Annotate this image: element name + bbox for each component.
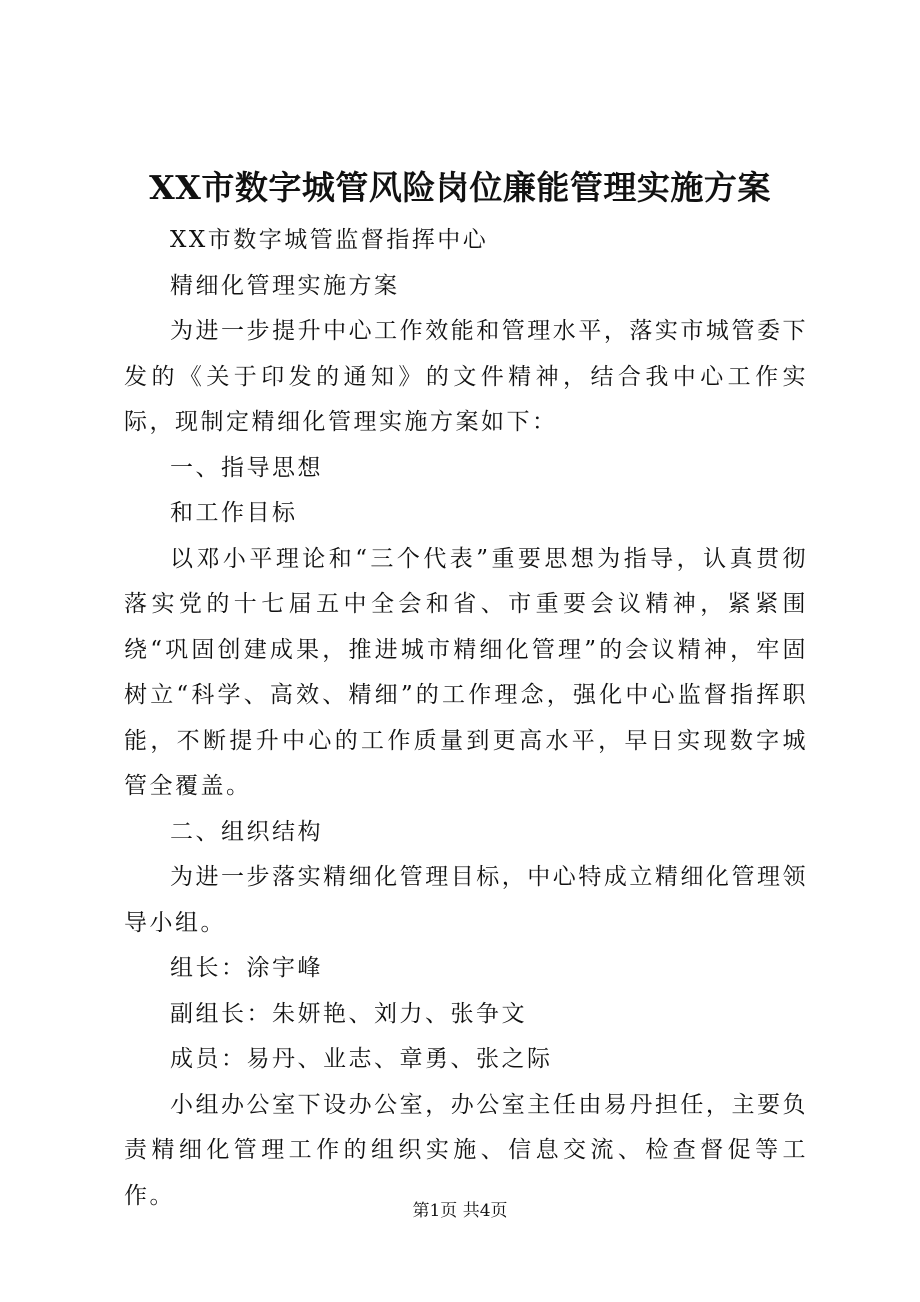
section-heading-guiding-ideology: 一、指导思想 (170, 454, 323, 481)
document-title: XX市数字城管风险岗位廉能管理实施方案 (149, 168, 771, 207)
paragraph-members: 成员：易丹、业志、章勇、张之际 (170, 1046, 553, 1072)
document-body (124, 218, 808, 1219)
paragraph-organization: XX市数字城管监督指挥中心 (170, 227, 489, 253)
section-heading-organization: 二、组织结构 (170, 818, 323, 845)
paragraph-intro: 为进一步提升中心工作效能和管理水平，落实市城管委下发的《关于印发的通知》的文件精神，结合我中心工作实际，现制定精细化管理实施方案如下： (124, 318, 808, 435)
paragraph-office: 小组办公室下设办公室，办公室主任由易丹担任，主要负责精细化管理工作的组织实施、信息交流、检查督促等工作。 (124, 1091, 808, 1209)
paragraph-guiding-ideology: 以邓小平理论和“三个代表”重要思想为指导，认真贯彻落实党的十七届五中全会和省、市重要会议精神，紧紧围绕“巩固创建成果，推进城市精细化管理”的会议精神，牢固树立“科学、高效、精细”的工作理念，强化中心监督指挥职能，不断提升中心的工作质量到更高水平，早日实现数字城管全覆盖。 (124, 545, 808, 799)
paragraph-leading-group: 为进一步落实精细化管理目标，中心特成立精细化管理领导小组。 (124, 864, 808, 936)
paragraph-group-leader: 组长：涂宇峰 (170, 955, 323, 981)
section-heading-work-goals: 和工作目标 (170, 500, 298, 526)
paragraph-subtitle: 精细化管理实施方案 (170, 272, 400, 299)
paragraph-deputy-leaders: 副组长：朱妍艳、刘力、张争文 (170, 1000, 527, 1027)
page-number-footer: 第1页 共4页 (412, 1201, 508, 1221)
